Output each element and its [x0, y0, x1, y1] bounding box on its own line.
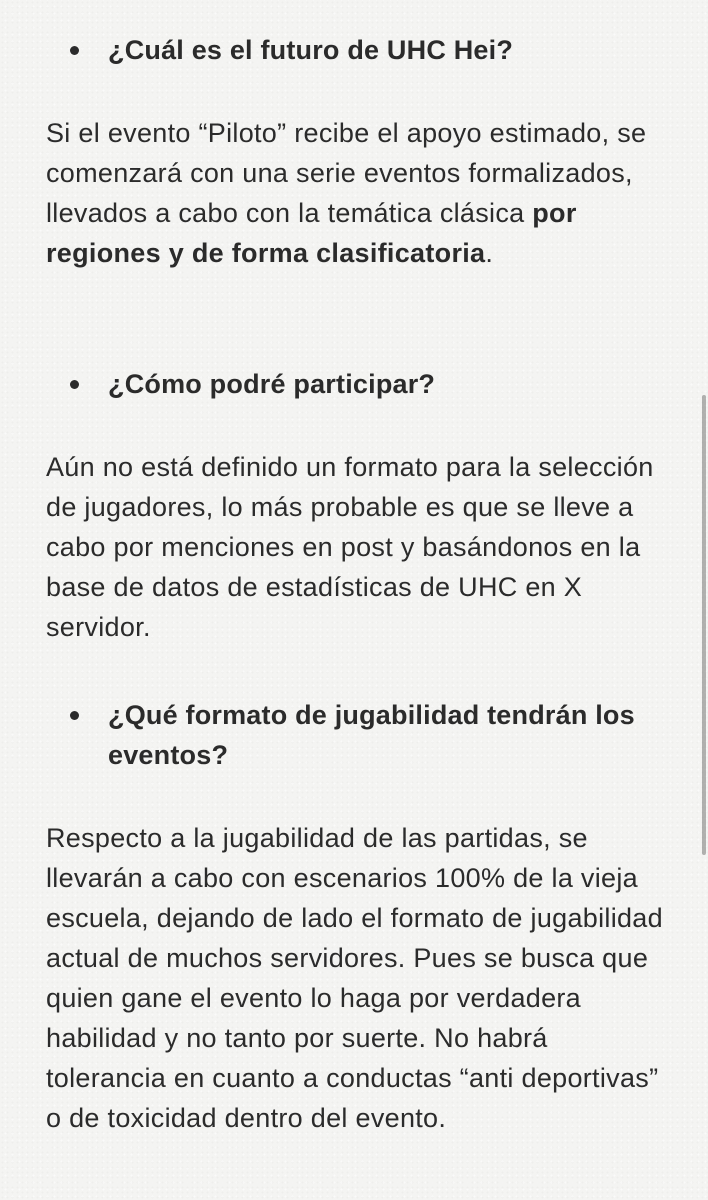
bullet-dot-icon: [70, 380, 79, 389]
answer-paragraph: [46, 447, 671, 647]
answer-bold-text: por regiones y de forma clasificatoria: [46, 198, 577, 268]
answer-text: Si el evento “Piloto” recibe el apoyo estimado, se comenzará con una serie eventos formalizados, llevados a cabo con la temática clásica: [46, 118, 647, 228]
answer-paragraph: [46, 818, 671, 1138]
bullet-item-future: [70, 30, 670, 70]
answer-text: Aún no está definido un formato para la selección de jugadores, lo más probable es que se lleve a cabo por menciones en post y basándonos en la base de datos de estadísticas de UHC en X servidor.: [46, 452, 654, 642]
question-heading: ¿Qué formato de jugabilidad tendrán los eventos?: [108, 700, 635, 770]
question-heading: ¿Cómo podré participar?: [108, 369, 436, 399]
bullet-dot-icon: [70, 711, 79, 720]
answer-text: Respecto a la jugabilidad de las partidas, se llevarán a cabo con escenarios 100% de la vieja escuela, dejando de lado el formato de jugabilidad actual de muchos servidores. Pues se busca que quien gane el evento lo haga por verdadera habilidad y no tanto por suerte. No habrá tolerancia en cuanto a conductas “anti deportivas” o de toxicidad dentro del evento.: [46, 823, 663, 1133]
bullet-item-participate: [70, 364, 670, 404]
bullet-item-gameplay: [70, 695, 670, 775]
answer-text-end: .: [485, 238, 494, 268]
scrollbar[interactable]: [702, 395, 706, 855]
bullet-dot-icon: [70, 46, 79, 55]
question-heading: ¿Cuál es el futuro de UHC Hei?: [108, 35, 514, 65]
answer-paragraph: [46, 113, 671, 273]
